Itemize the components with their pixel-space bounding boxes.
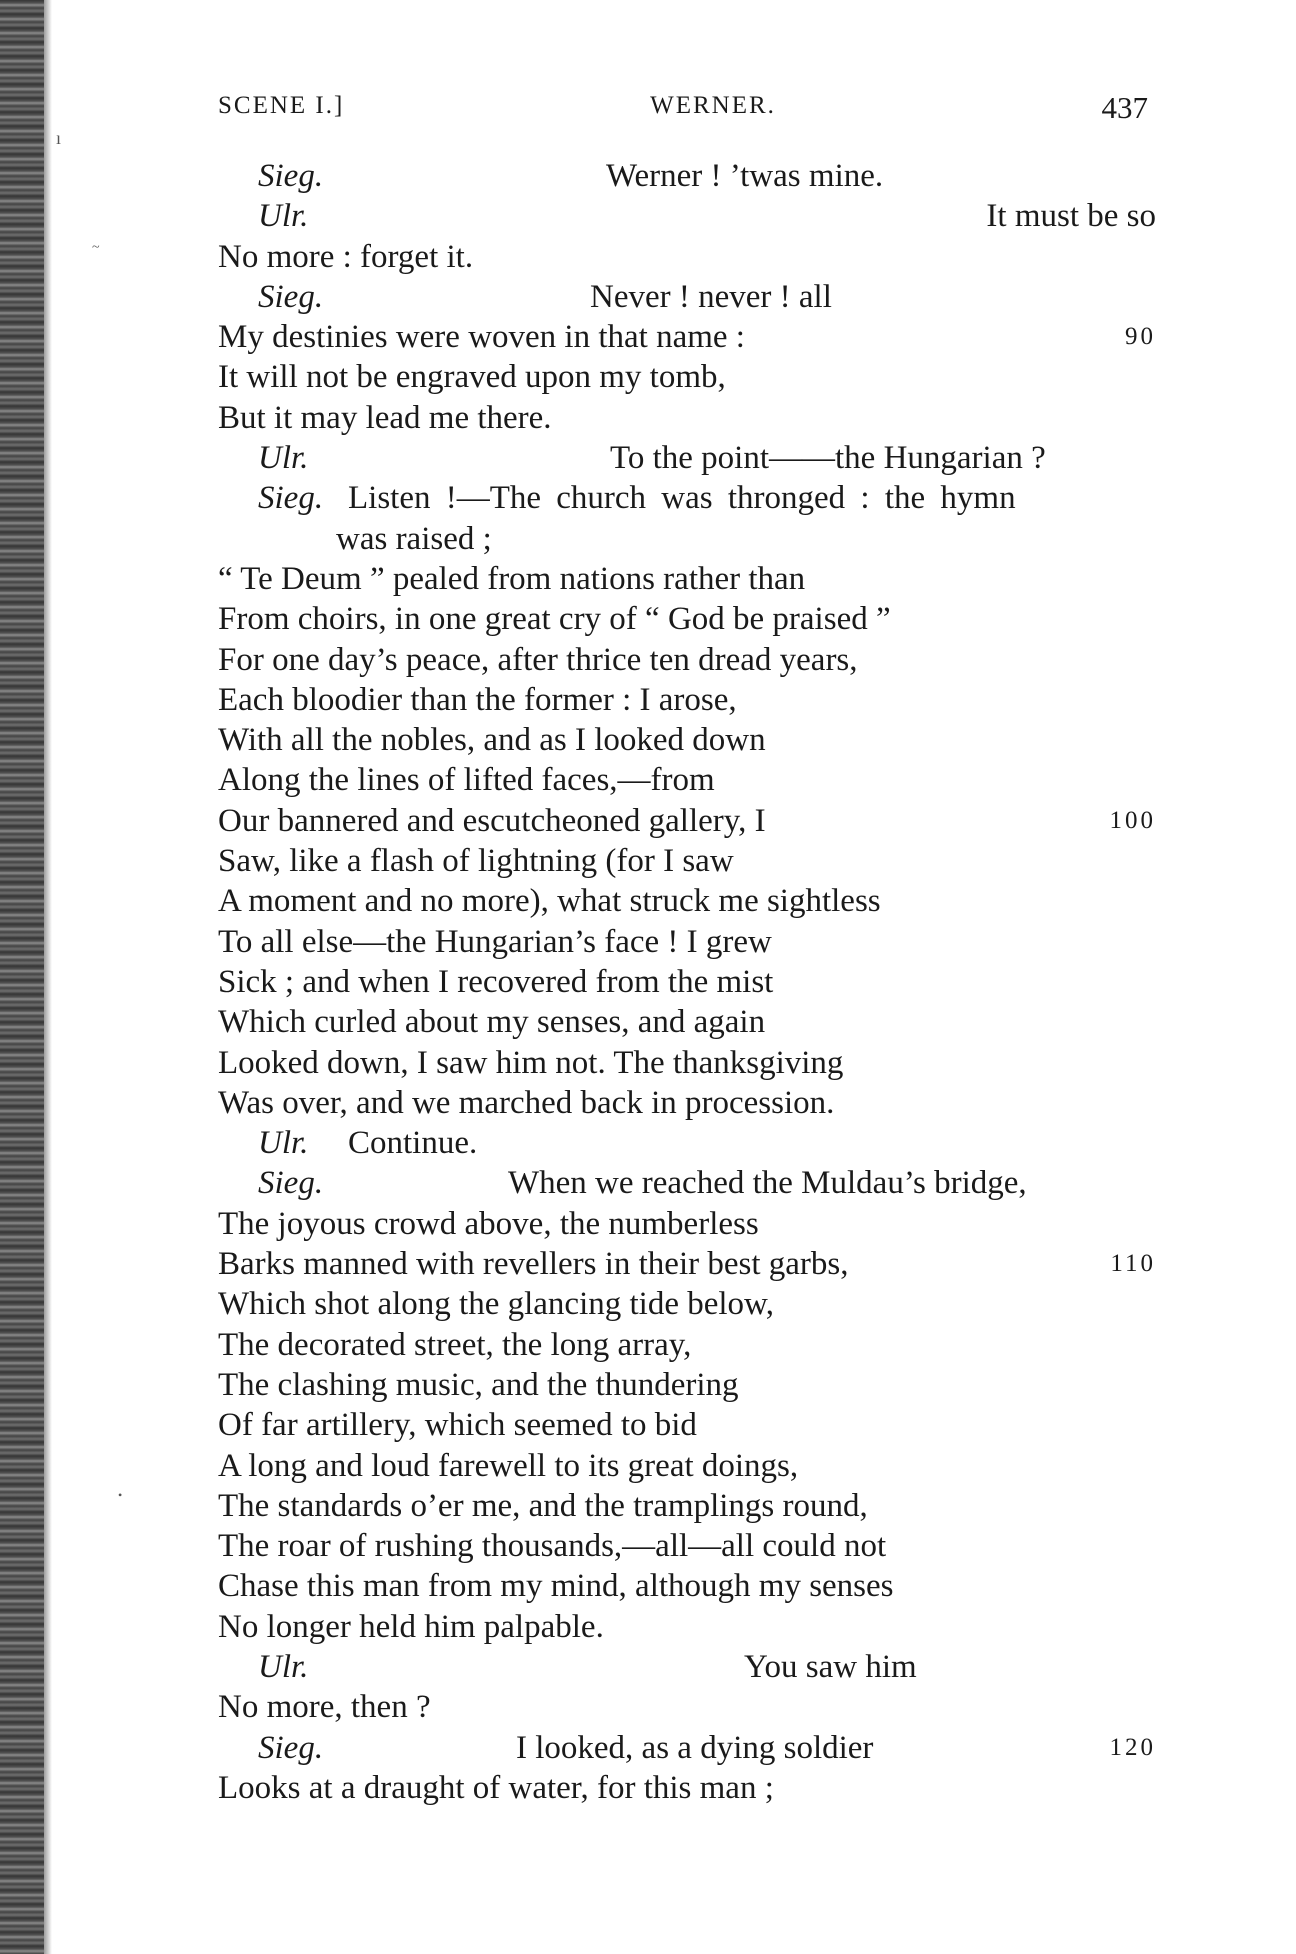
line-text: The standards o’er me, and the tramplings round, xyxy=(218,1487,868,1524)
line-text: Continue. xyxy=(348,1125,478,1162)
line-text: Sick ; and when I recovered from the mist xyxy=(218,963,774,1000)
line-text: But it may lead me there. xyxy=(218,399,552,436)
verse-line xyxy=(218,1526,1156,1566)
verse-line xyxy=(218,1647,1156,1687)
verse-line xyxy=(218,1768,1156,1808)
line-text: I looked, as a dying soldier xyxy=(516,1729,874,1766)
verse-line xyxy=(218,196,1156,236)
page-speck: ~ xyxy=(92,240,100,255)
verse-line xyxy=(218,720,1156,760)
line-text: was raised ; xyxy=(336,520,492,557)
line-text: Listen !—The church was thronged : the hymn xyxy=(348,480,1016,517)
verse-line xyxy=(218,1566,1156,1606)
speaker-name: Sieg. xyxy=(258,278,324,315)
verse-line xyxy=(218,438,1156,478)
speaker-name: Sieg. xyxy=(258,1729,324,1766)
line-text: Never ! never ! all xyxy=(590,278,832,315)
line-text: Which shot along the glancing tide below, xyxy=(218,1286,774,1323)
line-text: My destinies were woven in that name : xyxy=(218,319,745,356)
verse-line xyxy=(218,1002,1156,1042)
scene-label: SCENE I.] xyxy=(218,92,345,119)
verse-line xyxy=(218,640,1156,680)
verse-line xyxy=(218,922,1156,962)
line-text: Werner ! ’twas mine. xyxy=(606,158,884,194)
verse-line xyxy=(218,599,1156,639)
speaker-name: Ulr. xyxy=(258,1648,309,1685)
verse-line xyxy=(218,680,1156,720)
verse-line xyxy=(218,962,1156,1002)
page-number: 437 xyxy=(1101,90,1148,125)
line-text: Of far artillery, which seemed to bid xyxy=(218,1407,697,1444)
verse-line xyxy=(218,1244,1156,1284)
running-header xyxy=(218,90,1148,130)
line-text: For one day’s peace, after thrice ten dread years, xyxy=(218,641,858,678)
verse-line xyxy=(218,1043,1156,1083)
page-speck: • xyxy=(118,1488,123,1502)
line-text: Our bannered and escutcheoned gallery, I xyxy=(218,802,766,839)
speaker-name: Ulr. xyxy=(258,198,309,235)
line-number: 120 xyxy=(1109,1733,1156,1761)
line-text: Along the lines of lifted faces,—from xyxy=(218,762,715,799)
verse-line xyxy=(218,1446,1156,1486)
line-text: The decorated street, the long array, xyxy=(218,1326,692,1363)
verse-line xyxy=(218,357,1156,397)
page-speck: ı xyxy=(56,128,62,148)
line-text: No more : forget it. xyxy=(218,238,474,275)
line-number: 90 xyxy=(1125,323,1156,351)
line-text: No more, then ? xyxy=(218,1689,431,1726)
line-text: The clashing music, and the thundering xyxy=(218,1366,739,1403)
line-text: Barks manned with revellers in their best garbs, xyxy=(218,1246,849,1283)
line-text: To the point——the Hungarian ? xyxy=(610,440,1046,477)
verse-line xyxy=(218,1284,1156,1324)
verse-line xyxy=(218,237,1156,277)
verse-line xyxy=(218,1405,1156,1445)
verse-line xyxy=(218,1687,1156,1727)
speaker-name: Ulr. xyxy=(258,1125,309,1162)
verse-line xyxy=(218,1607,1156,1647)
verse-line xyxy=(218,760,1156,800)
line-text: Which curled about my senses, and again xyxy=(218,1004,766,1041)
line-text: Chase this man from my mind, although my senses xyxy=(218,1568,894,1605)
verse-line xyxy=(218,1123,1156,1163)
line-text: When we reached the Muldau’s bridge, xyxy=(508,1165,1027,1202)
verse-line xyxy=(218,881,1156,921)
play-title: WERNER. xyxy=(650,92,776,119)
verse-line xyxy=(218,1204,1156,1244)
verse-line xyxy=(218,801,1156,841)
verse-line xyxy=(218,519,1156,559)
verse-text xyxy=(218,156,1156,1808)
line-text: A long and loud farewell to its great doings, xyxy=(218,1447,799,1484)
verse-line xyxy=(218,841,1156,881)
line-number: 110 xyxy=(1110,1250,1156,1278)
verse-line xyxy=(218,1163,1156,1203)
line-text: Looked down, I saw him not. The thanksgiving xyxy=(218,1044,844,1081)
speaker-name: Sieg. xyxy=(258,480,324,517)
verse-line xyxy=(218,1728,1156,1768)
verse-line xyxy=(218,398,1156,438)
line-text: A moment and no more), what struck me sightless xyxy=(218,883,881,920)
speaker-name: Sieg. xyxy=(258,158,324,194)
line-text: The joyous crowd above, the numberless xyxy=(218,1205,759,1242)
line-text: It will not be engraved upon my tomb, xyxy=(218,359,726,396)
line-text: You saw him xyxy=(744,1648,917,1685)
line-text: With all the nobles, and as I looked down xyxy=(218,722,766,759)
line-text: Saw, like a flash of lightning (for I saw xyxy=(218,843,734,880)
line-number: 100 xyxy=(1109,806,1156,834)
verse-line xyxy=(218,156,1156,196)
line-text: Was over, and we marched back in procession. xyxy=(218,1084,835,1121)
verse-line xyxy=(218,1083,1156,1123)
verse-line xyxy=(218,478,1156,518)
speaker-name: Sieg. xyxy=(258,1165,324,1202)
line-text: The roar of rushing thousands,—all—all could not xyxy=(218,1528,887,1565)
line-text: Each bloodier than the former : I arose, xyxy=(218,681,737,718)
book-binding-edge xyxy=(0,0,44,1954)
line-text: “ Te Deum ” pealed from nations rather than xyxy=(218,560,806,597)
verse-line xyxy=(218,1325,1156,1365)
verse-line xyxy=(218,277,1156,317)
verse-line xyxy=(218,1486,1156,1526)
verse-line xyxy=(218,317,1156,357)
speaker-name: Ulr. xyxy=(258,440,309,477)
line-text: Looks at a draught of water, for this man ; xyxy=(218,1769,774,1806)
line-text: From choirs, in one great cry of “ God be praised ” xyxy=(218,601,891,638)
verse-line xyxy=(218,559,1156,599)
verse-line xyxy=(218,1365,1156,1405)
line-text: To all else—the Hungarian’s face ! I grew xyxy=(218,923,772,960)
line-text: No longer held him palpable. xyxy=(218,1608,604,1645)
line-text: It must be so xyxy=(986,198,1156,235)
binding-shadow xyxy=(44,0,52,1954)
